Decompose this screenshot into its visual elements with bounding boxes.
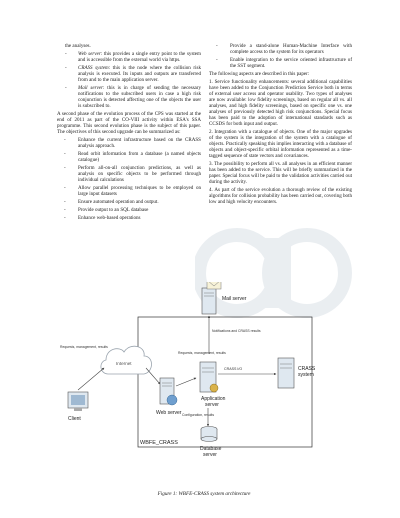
- list-item: - Provide output to an SQL database: [64, 207, 149, 214]
- paragraph: A second phase of the evolution process of the CPS was started at the end of 2011 as part of the CO-VIII activity within ESA's SSA programme. This second evolution phase is the subject of this paper. The objectives of this second upgrade can be summarized as:: [57, 111, 201, 135]
- paragraph: The following aspects are described in this paper:: [209, 71, 310, 77]
- list-item: - Ensure automated operation and output.: [64, 198, 159, 205]
- architecture-diagram: [56, 282, 352, 462]
- notifications-label: Notifications and CRASS results: [212, 329, 261, 333]
- app-server-label-2: server: [205, 402, 219, 408]
- left-column: [57, 44, 201, 224]
- list-item: - Enable integration to the service oriented infrastructure of the SST segment.: [216, 57, 352, 69]
- globe-icon: [167, 395, 177, 405]
- app-server-label-1: Application: [201, 396, 226, 402]
- requests-mid-label: Requests, management, results: [178, 351, 226, 355]
- crass-system-node: [278, 358, 294, 388]
- crass-io-label: CRASS I/O: [224, 367, 243, 371]
- db-server-label-2: server: [203, 452, 217, 458]
- list-item: - Read orbit information from a database (a named objects catalogue): [64, 151, 201, 163]
- list-item: - Provide a stand-alone Human-Machine Interface with complete access to the system for its operators: [216, 43, 352, 55]
- paragraph: the analyses.: [65, 43, 91, 49]
- internet-label: Internet: [116, 361, 132, 366]
- database-server-node: [201, 427, 217, 442]
- mail-server-node: [202, 282, 221, 314]
- bullet-web-server: - Web server: this provides a single entry point to the system and is accessible from the external world via https.: [65, 51, 201, 64]
- numbered-paragraph-3: 3. The possibility to perform all vs. all analyses in an efficient manner has been added to the service. This will be briefly summarized in the paper. Special focus will be paid to the validation activities carried out during the activity.: [209, 160, 352, 185]
- web-server-label: Web server: [156, 410, 182, 416]
- numbered-paragraph-2: 2. Integration with a catalogue of objects. One of the major upgrades of the system is the integration of the system with a catalogue of objects. Practically speaking this implies interacting with a database of objects and object-specific orbital information represented as a time-tagged sequence of state vectors and covariances.: [209, 128, 352, 159]
- list-item: - Enhance the current infrastructure based on the CRASS analysis approach.: [64, 137, 201, 149]
- server-icon: [278, 358, 294, 388]
- mail-server-icon: [202, 288, 216, 314]
- numbered-paragraph-1: 1. Service functionality enhancements: several additional capabilities have been added to the Conjunction Prediction Service both in terms of external user access and operator usability. Two types of analyses are now available: low fidelity screenings, based on regular all vs. all analyses, and high fidelity screenings, based on specific one vs. one analyses of previously detected high risk conjunctions. Special focus has been paid to the adoption of international standards such as CCSDS for both input and output.: [209, 79, 352, 127]
- figure-caption: Figure 1: WBFE-CRASS system architecture: [157, 491, 251, 497]
- web-server-node: [160, 378, 177, 405]
- list-item: - Allow parallel processing techniques to be employed on large input datasets: [64, 184, 201, 197]
- crass-system-label-2: system: [298, 372, 314, 378]
- bullet-mail-server: - Mail server: this is in charge of sending the necessary notifications to the subscribed users in case a high risk conjunction is detected affecting one of the objects the user is subscribed to.: [65, 85, 201, 109]
- client-label: Client: [68, 416, 81, 422]
- list-item: - Perform all-on-all conjunction predictions, as well as analysis on specific objects to be performed through individual calculations: [64, 165, 201, 183]
- db-server-label-1: Database: [200, 446, 222, 452]
- gear-icon: [210, 384, 218, 392]
- requests-left-label: Requests, management, results: [60, 345, 108, 349]
- bullet-crass-system: - CRASS system: this is the node where the collision risk analysis is executed. Its inputs and outputs are transferred from and to the main application server.: [65, 65, 201, 84]
- database-icon: [201, 437, 217, 442]
- right-column: [209, 44, 352, 208]
- application-server-node: [200, 362, 218, 392]
- list-item: - Enhance web-based operations: [64, 215, 141, 222]
- mail-server-label: Mail server: [222, 296, 247, 302]
- numbered-paragraph-4: 4. As part of the service evolution a thorough review of the existing algorithms for collision probability has been carried out, covering both low and high velocity encounters.: [209, 186, 352, 205]
- client-node: [68, 392, 88, 411]
- wbfe-crass-label: WBFE_CRASS: [140, 440, 178, 446]
- configuration-label: Configuration, results: [182, 413, 215, 417]
- crass-system-label-1: CRASS: [298, 366, 316, 372]
